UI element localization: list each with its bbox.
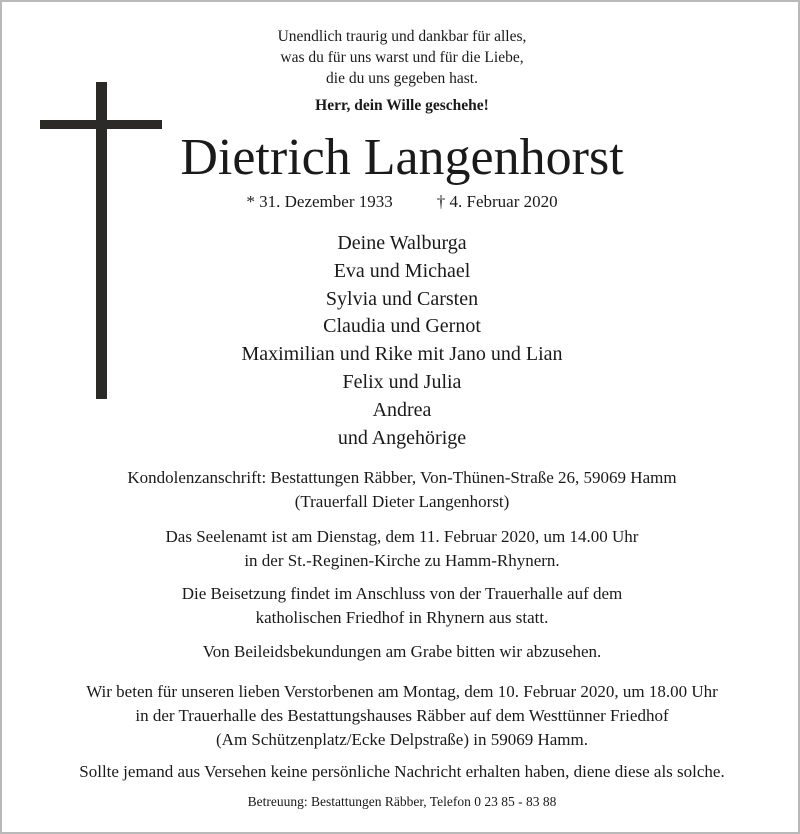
condolence-line: Kondolenzanschrift: Bestattungen Räbber, Von-Thünen-Straße 26, 59069 Hamm (127, 468, 677, 487)
deceased-name: Dietrich Langenhorst (180, 129, 624, 186)
prayer-info (2, 680, 800, 752)
family-member: Felix und Julia (342, 370, 462, 393)
requiem-line: in der St.-Reginen-Kirche zu Hamm-Rhynern. (244, 551, 560, 570)
family-member: Eva und Michael (333, 259, 471, 282)
requiem-line: Das Seelenamt ist am Dienstag, dem 11. Februar 2020, um 14.00 Uhr (165, 527, 639, 546)
funeral-home-footer: Betreuung: Bestattungen Räbber, Telefon 0 23 85 - 83 88 (247, 794, 557, 809)
motto: Herr, dein Wille geschehe! (315, 97, 489, 114)
condolence-line: (Trauerfall Dieter Langenhorst) (294, 492, 510, 511)
burial-line: katholischen Friedhof in Rhynern aus statt. (255, 608, 549, 627)
family-member: und Angehörige (337, 426, 467, 449)
family-member: Deine Walburga (337, 232, 467, 254)
burial-info (2, 582, 800, 630)
requiem-info (2, 525, 800, 573)
poem-line: Unendlich traurig und dankbar für alles, (277, 28, 527, 45)
condolence-address (2, 466, 800, 514)
poem-line: die du uns gegeben hast. (326, 70, 478, 87)
poem (2, 26, 800, 89)
notice-note: Sollte jemand aus Versehen keine persönliche Nachricht erhalten haben, diene diese als solche. (79, 762, 725, 781)
family-member: Claudia und Gernot (323, 315, 481, 338)
family-member: Andrea (372, 398, 432, 421)
no-condolences-note: Von Beileidsbekundungen am Grabe bitten wir abzusehen. (202, 642, 602, 661)
family-member: Maximilian und Rike mit Jano und Lian (241, 343, 563, 366)
birth-date: * 31. Dezember 1933 (246, 192, 393, 211)
prayer-line: in der Trauerhalle des Bestattungshauses Räbber auf dem Westtünner Friedhof (135, 706, 669, 725)
prayer-line: Wir beten für unseren lieben Verstorbenen am Montag, dem 10. Februar 2020, um 18.00 Uhr (86, 682, 718, 701)
family-list (2, 230, 800, 452)
life-dates (2, 192, 800, 212)
prayer-line: (Am Schützenplatz/Ecke Delpstraße) in 59069 Hamm. (216, 730, 588, 749)
death-date: † 4. Februar 2020 (436, 192, 558, 211)
burial-line: Die Beisetzung findet im Anschluss von der Trauerhalle auf dem (181, 584, 623, 603)
family-member: Sylvia und Carsten (325, 287, 479, 310)
poem-line: was du für uns warst und für die Liebe, (280, 49, 524, 66)
